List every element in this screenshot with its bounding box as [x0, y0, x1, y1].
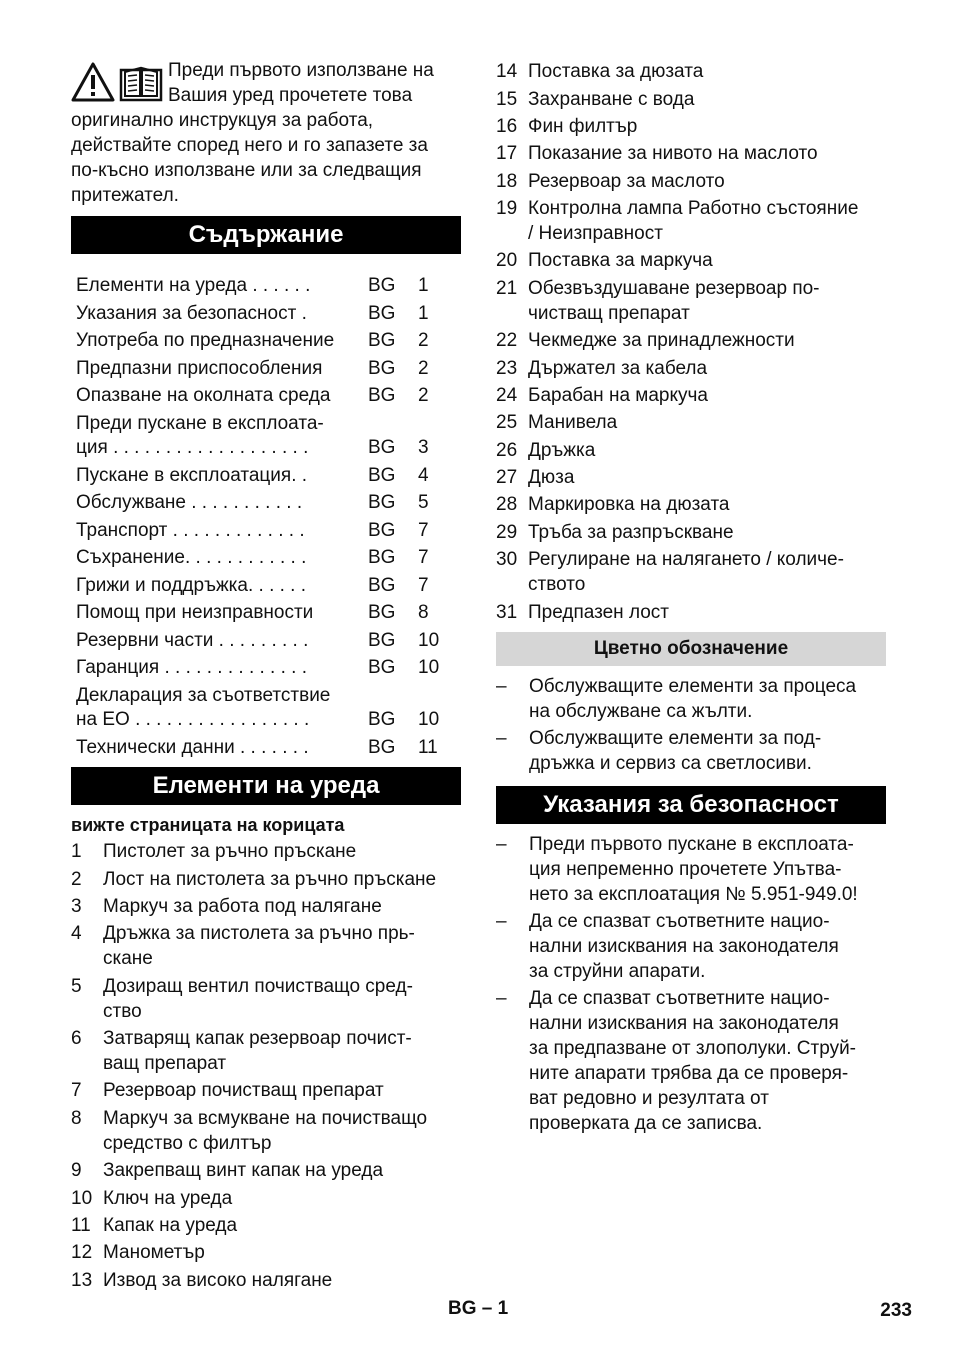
- intro-line: оригинално инструкцуя за работа,: [71, 110, 374, 131]
- list-item: [496, 58, 886, 85]
- item-text: Ключ на уреда: [103, 1187, 233, 1209]
- item-text: Дръжка: [528, 439, 596, 461]
- item-text: Маркировка на дюзата: [528, 494, 730, 516]
- toc-entry-title: Обслужване . . . . . . . . . . .: [76, 492, 303, 513]
- footer-page-number: 233: [880, 1300, 912, 1321]
- elements-list-left: [71, 838, 461, 1294]
- item-text: Закрепващ винт капак на уреда: [103, 1160, 384, 1182]
- dash-bullet: –: [496, 727, 507, 749]
- list-item: [71, 893, 461, 920]
- item-text: Показание за нивото на маслото: [528, 143, 818, 165]
- item-number: 12: [71, 1242, 93, 1264]
- list-item: [496, 726, 886, 776]
- list-item: [496, 113, 886, 140]
- item-text: Регулиране на налягането / количе- ството: [528, 549, 844, 596]
- toc-entry-title: Указания за безопасност .: [76, 302, 307, 324]
- toc-entry-lang: BG: [368, 547, 396, 568]
- item-number: 10: [71, 1187, 93, 1209]
- item-number: 20: [496, 250, 518, 272]
- item-number: 16: [496, 115, 518, 137]
- item-number: 28: [496, 494, 518, 516]
- list-item: [71, 1105, 461, 1157]
- list-item: [496, 986, 886, 1136]
- toc-entry-lang: BG: [368, 436, 396, 458]
- safety-heading: Указания за безопасност: [496, 786, 886, 824]
- item-number: 1: [71, 841, 82, 863]
- toc-entry-lang: BG: [368, 302, 396, 324]
- item-number: 14: [496, 61, 518, 83]
- list-item: [71, 838, 461, 865]
- color-coding-list: [496, 674, 886, 776]
- item-number: 5: [71, 975, 82, 997]
- toc-entry-page: 7: [418, 574, 429, 596]
- toc-entry-title: Технически данни . . . . . . .: [76, 736, 309, 758]
- item-text: Маркуч за работа под налягане: [103, 895, 382, 917]
- item-text: Маркуч за всмукване на почистващо средство с филтър: [103, 1107, 428, 1154]
- toc-entry-title: Пускане в експлоатация. .: [76, 464, 308, 486]
- item-number: 25: [496, 412, 518, 434]
- toc-entry-page: 3: [418, 436, 429, 458]
- item-text: Дюза: [528, 467, 575, 489]
- item-text: Поставка за дюзата: [528, 61, 704, 83]
- toc-row: [76, 410, 461, 462]
- item-text: Фин филтър: [528, 115, 638, 137]
- list-item: [496, 247, 886, 274]
- item-text: Държател за кабела: [528, 357, 708, 379]
- item-text: Дръжка за пистолета за ръчно прь- скане: [103, 923, 415, 970]
- toc-entry-page: 1: [418, 275, 429, 296]
- toc-row: [76, 327, 461, 355]
- left-column: [71, 58, 461, 1294]
- item-text: Барабан на маркуча: [528, 384, 708, 406]
- toc-entry-title: Опазване на околната среда: [76, 385, 331, 406]
- intro-paragraph: [71, 58, 461, 208]
- list-item: [496, 909, 886, 984]
- item-number: 3: [71, 895, 82, 917]
- item-number: 7: [71, 1080, 82, 1102]
- toc-entry-lang: BG: [368, 330, 396, 351]
- color-coding-heading: Цветно обозначение: [496, 632, 886, 666]
- item-number: 31: [496, 601, 518, 623]
- item-text: Обезвъздушаване резервоар по- чистващ препарат: [528, 277, 820, 324]
- toc-row: [76, 627, 461, 655]
- intro-icons: [71, 62, 163, 102]
- toc-row: [76, 734, 461, 762]
- toc-row: [76, 599, 461, 627]
- toc-row: [76, 355, 461, 383]
- list-item: [496, 674, 886, 724]
- toc-entry-page: 1: [418, 302, 429, 324]
- warning-triangle-icon: [71, 62, 115, 102]
- list-item: [496, 85, 886, 112]
- toc-entry-lang: BG: [368, 629, 396, 651]
- item-text: Тръба за разпръскване: [528, 521, 734, 543]
- list-item: [496, 546, 886, 598]
- list-item: [496, 409, 886, 436]
- dash-bullet: –: [496, 910, 507, 932]
- item-number: 2: [71, 868, 82, 890]
- toc-entry-lang: BG: [368, 574, 396, 596]
- item-number: 4: [71, 923, 82, 945]
- item-text: Захранване с вода: [528, 88, 695, 110]
- item-number: 29: [496, 521, 518, 543]
- toc-entry-title: Съхранение. . . . . . . . . . . .: [76, 547, 307, 568]
- item-text: Манивела: [528, 412, 618, 434]
- item-text: Пистолет за ръчно пръскане: [103, 841, 357, 863]
- toc-row: [76, 572, 461, 600]
- toc-entry-lang: BG: [368, 736, 396, 758]
- toc-entry-title: Преди пускане в експлоата- ция . . . . . . . . . . . . . . . . . . .: [76, 412, 324, 458]
- item-number: 18: [496, 170, 518, 192]
- dash-bullet: –: [496, 987, 507, 1009]
- toc-entry-title: Грижи и поддръжка. . . . . .: [76, 574, 307, 596]
- safety-list: [496, 832, 886, 1136]
- intro-line: действайте според него и го запазете за: [71, 135, 428, 156]
- toc-entry-lang: BG: [368, 464, 396, 486]
- list-item: [496, 598, 886, 625]
- list-item: [71, 1239, 461, 1266]
- item-number: 13: [71, 1269, 93, 1291]
- toc-row: [76, 517, 461, 545]
- item-text: Преди първото пускане в експлоата- ция непременно прочетете Упътва- нето за експлоатация № 5.951-949.0!: [529, 833, 858, 905]
- item-text: Дозиращ вентил почистващо сред- ство: [103, 975, 413, 1022]
- toc-entry-page: 10: [418, 657, 440, 678]
- list-item: [71, 973, 461, 1025]
- item-text: Поставка за маркуча: [528, 250, 713, 272]
- item-number: 9: [71, 1160, 82, 1182]
- toc-entry-title: Елементи на уреда . . . . . .: [76, 275, 311, 296]
- toc-row: [76, 462, 461, 490]
- toc-entry-page: 7: [418, 519, 429, 541]
- toc-row: [76, 272, 461, 300]
- right-column: [496, 58, 886, 1138]
- toc-entry-page: 5: [418, 492, 429, 513]
- toc-entry-page: 4: [418, 464, 429, 486]
- toc-entry-lang: BG: [368, 357, 396, 379]
- item-number: 22: [496, 330, 518, 352]
- item-text: Манометър: [103, 1242, 205, 1264]
- intro-line: Вашия уред прочетете това: [168, 85, 413, 106]
- item-number: 8: [71, 1107, 82, 1129]
- item-number: 6: [71, 1028, 82, 1050]
- toc-entry-lang: BG: [368, 657, 396, 678]
- toc-entry-title: Гаранция . . . . . . . . . . . . . .: [76, 657, 308, 678]
- toc-entry-page: 10: [418, 708, 440, 730]
- item-text: Обслужващите елементи за под- дръжка и сервиз са светлосиви.: [529, 727, 822, 774]
- elements-heading: Елементи на уреда: [71, 767, 461, 805]
- dash-bullet: –: [496, 675, 507, 697]
- toc-entry-lang: BG: [368, 708, 396, 730]
- list-item: [496, 140, 886, 167]
- elements-list-right: [496, 58, 886, 626]
- list-item: [71, 1025, 461, 1077]
- toc-entry-title: Предпазни приспособления: [76, 357, 323, 379]
- list-item: [71, 1267, 461, 1294]
- item-text: Контролна лампа Работно състояние / Неизправност: [528, 198, 859, 245]
- table-of-contents: [71, 272, 461, 761]
- item-text: Лост на пистолета за ръчно пръскане: [103, 868, 437, 890]
- item-text: Да се спазват съответните нацио- нални изисквания на законодателя за струйни апарати.: [529, 910, 839, 982]
- item-text: Чекмедже за принадлежности: [528, 330, 795, 352]
- list-item: [496, 464, 886, 491]
- item-number: 26: [496, 439, 518, 461]
- intro-line: притежател.: [71, 185, 179, 206]
- list-item: [496, 327, 886, 354]
- item-number: 19: [496, 198, 518, 220]
- list-item: [71, 1184, 461, 1211]
- toc-row: [76, 682, 461, 734]
- intro-line: по-късно използване или за следващия: [71, 160, 422, 181]
- item-number: 15: [496, 88, 518, 110]
- toc-entry-lang: BG: [368, 519, 396, 541]
- manual-book-icon: [119, 62, 163, 102]
- item-text: Резервоар почистващ препарат: [103, 1080, 384, 1102]
- item-text: Обслужващите елементи за процеса на обслужване са жълти.: [529, 675, 857, 722]
- list-item: [496, 195, 886, 247]
- item-text: Предпазен лост: [528, 601, 670, 623]
- list-item: [496, 491, 886, 518]
- toc-entry-title: Употреба по предназначение: [76, 330, 335, 351]
- item-number: 17: [496, 143, 518, 165]
- item-text: Резервоар за маслото: [528, 170, 725, 192]
- list-item: [71, 865, 461, 892]
- toc-entry-lang: BG: [368, 492, 396, 513]
- intro-line: Преди първото използване на: [168, 60, 434, 81]
- toc-entry-lang: BG: [368, 602, 396, 623]
- dash-bullet: –: [496, 833, 507, 855]
- toc-row: [76, 489, 461, 517]
- toc-entry-page: 7: [418, 547, 429, 568]
- list-item: [71, 920, 461, 972]
- list-item: [496, 275, 886, 327]
- list-item: [71, 1212, 461, 1239]
- list-item: [496, 382, 886, 409]
- list-item: [496, 832, 886, 907]
- toc-entry-title: Резервни части . . . . . . . . .: [76, 629, 309, 651]
- toc-row: [76, 300, 461, 328]
- list-item: [71, 1077, 461, 1104]
- toc-row: [76, 544, 461, 572]
- toc-entry-title: Декларация за съответствие на ЕО . . . . . . . . . . . . . . . . .: [76, 684, 331, 730]
- item-number: 21: [496, 277, 518, 299]
- toc-entry-lang: BG: [368, 385, 396, 406]
- item-text: Да се спазват съответните нацио- нални изисквания на законодателя за предпазване от злополуки. Струй- ните апарати трябва да се проверя- ват редовно и резултата от проверката да се записва.: [529, 987, 857, 1134]
- toc-entry-page: 10: [418, 629, 440, 651]
- toc-heading: Съдържание: [71, 216, 461, 254]
- toc-entry-page: 2: [418, 357, 429, 379]
- toc-entry-page: 2: [418, 385, 429, 406]
- list-item: [496, 519, 886, 546]
- footer-language-page: BG – 1: [448, 1298, 509, 1319]
- list-item: [496, 437, 886, 464]
- toc-entry-page: 8: [418, 602, 429, 623]
- list-item: [496, 168, 886, 195]
- item-text: Затварящ капак резервоар почист- ващ препарат: [103, 1028, 412, 1075]
- item-text: Капак на уреда: [103, 1214, 238, 1236]
- toc-entry-title: Транспорт . . . . . . . . . . . . .: [76, 519, 305, 541]
- item-number: 23: [496, 357, 518, 379]
- toc-entry-lang: BG: [368, 275, 396, 296]
- toc-entry-title: Помощ при неизправности: [76, 602, 314, 623]
- toc-entry-page: 2: [418, 330, 429, 351]
- toc-entry-page: 11: [418, 736, 438, 758]
- item-number: 27: [496, 467, 518, 489]
- item-text: Извод за високо налягане: [103, 1269, 333, 1291]
- elements-subheading: вижте страницата на корицата: [71, 815, 345, 835]
- item-number: 24: [496, 384, 518, 406]
- list-item: [496, 354, 886, 381]
- list-item: [71, 1157, 461, 1184]
- item-number: 11: [71, 1214, 91, 1236]
- toc-row: [76, 654, 461, 682]
- item-number: 30: [496, 549, 518, 571]
- toc-row: [76, 382, 461, 410]
